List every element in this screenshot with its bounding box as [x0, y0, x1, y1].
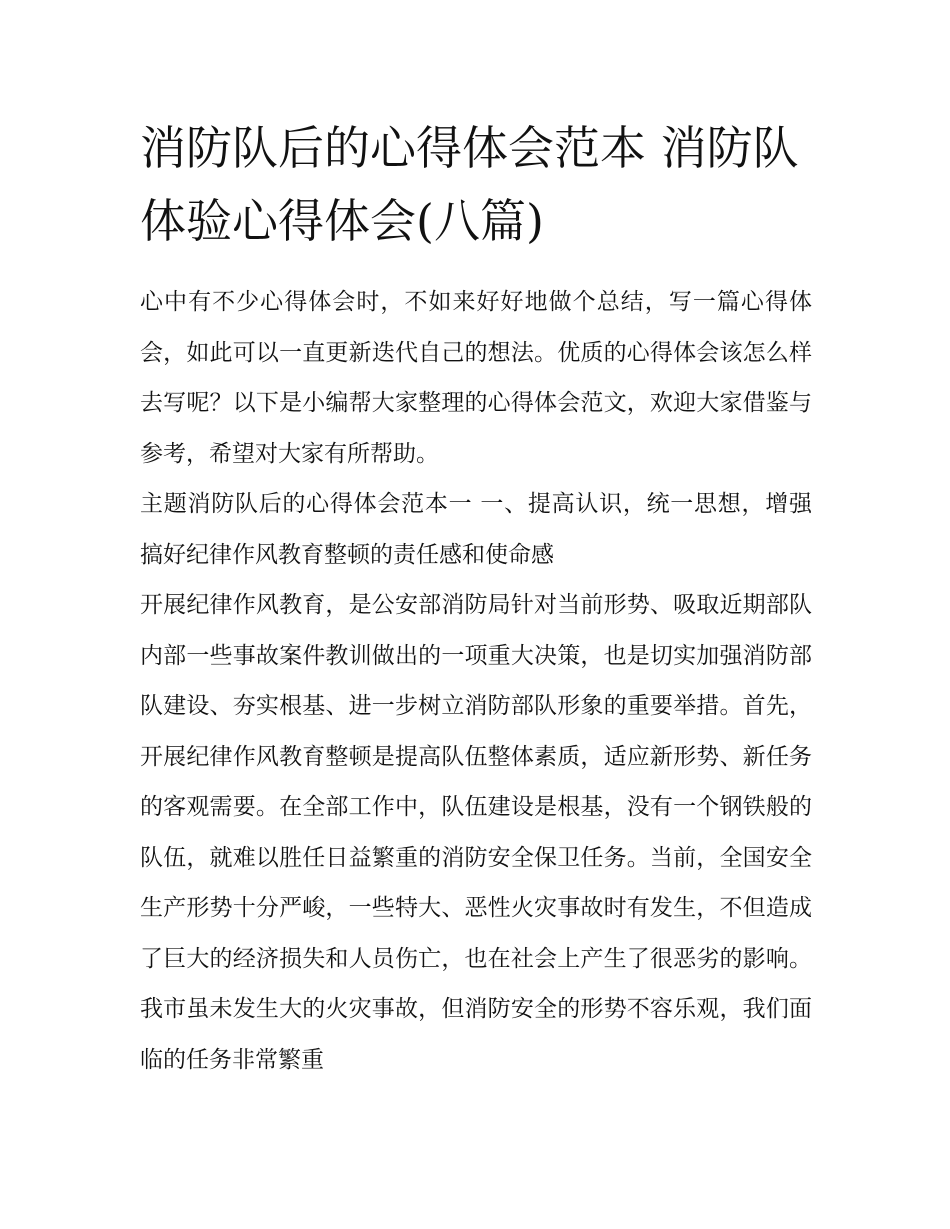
intro-paragraph: 心中有不少心得体会时，不如来好好地做个总结，写一篇心得体会，如此可以一直更新迭代自己的想法。优质的心得体会该怎么样去写呢？以下是小编帮大家整理的心得体会范文，欢迎大家借鉴与参考，希望对大家有所帮助。	[140, 289, 812, 467]
section-heading-paragraph: 主题消防队后的心得体会范本一 一、提高认识，统一思想，增强搞好纪律作风教育整顿的责任感和使命感	[140, 491, 812, 568]
document-page	[140, 112, 812, 1085]
body-paragraph: 开展纪律作风教育，是公安部消防局针对当前形势、吸取近期部队内部一些事故案件教训做出的一项重大决策，也是切实加强消防部队建设、夯实根基、进一步树立消防部队形象的重要举措。首先，开展纪律作风教育整顿是提高队伍整体素质，适应新形势、新任务的客观需要。在全部工作中，队伍建设是根基，没有一个钢铁般的队伍，就难以胜任日益繁重的消防安全保卫任务。当前，全国安全生产形势十分严峻，一些特大、恶性火灾事故时有发生，不但造成了巨大的经济损失和人员伤亡，也在社会上产生了很恶劣的影响。我市虽未发生大的火灾事故，但消防安全的形势不容乐观，我们面临的任务非常繁重	[140, 592, 812, 1073]
document-title: 消防队后的心得体会范本 消防队体验心得体会(八篇)	[140, 121, 799, 248]
